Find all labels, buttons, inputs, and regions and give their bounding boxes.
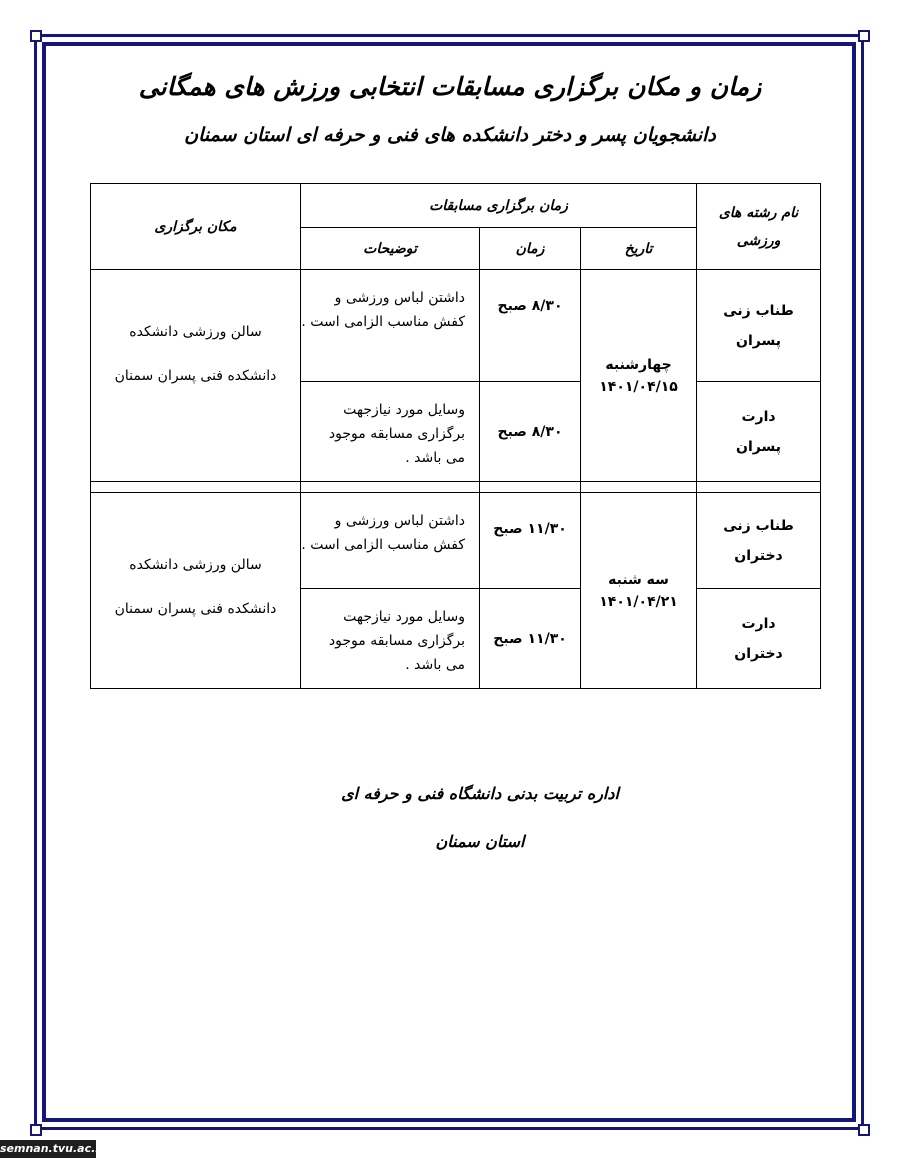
page-subtitle: دانشجویان پسر و دختر دانشکده های فنی و حرفه ای استان سمنان (184, 124, 716, 146)
header-place: مکان برگزاری (91, 184, 301, 270)
sport-cell: طناب زنی پسران (697, 270, 821, 382)
notes-cell: داشتن لباس ورزشی و کفش مناسب الزامی است . (301, 493, 480, 589)
time-cell: ۸/۳۰ صبح (480, 270, 581, 382)
table-row (91, 493, 821, 589)
corner-ornament-bottom-left (30, 1124, 42, 1136)
header-notes: توضیحات (301, 228, 480, 270)
time-cell: ۱۱/۳۰ صبح (480, 493, 581, 589)
header-date: تاریخ (581, 228, 697, 270)
sport-cell: دارت دختران (697, 589, 821, 689)
site-url-label[interactable]: semnan.tvu.ac.ir (0, 1140, 96, 1158)
notes-cell: داشتن لباس ورزشی و کفش مناسب الزامی است . (301, 270, 480, 382)
notes-cell: وسایل مورد نیازجهت برگزاری مسابقه موجود می باشد . (301, 382, 480, 482)
time-cell: ۸/۳۰ صبح (480, 382, 581, 482)
corner-ornament-top-right (858, 30, 870, 42)
place-cell: سالن ورزشی دانشکده دانشکده فنی پسران سمنان (91, 270, 301, 482)
notes-cell: وسایل مورد نیازجهت برگزاری مسابقه موجود می باشد . (301, 589, 480, 689)
footer-office: اداره تربیت بدنی دانشگاه فنی و حرفه ای (341, 784, 619, 803)
sport-cell: طناب زنی دختران (697, 493, 821, 589)
header-sport: نام رشته های ورزشی (697, 184, 821, 270)
page-title: زمان و مکان برگزاری مسابقات انتخابی ورزش های همگانی (138, 72, 762, 101)
sport-cell: دارت پسران (697, 382, 821, 482)
place-cell: سالن ورزشی دانشکده دانشکده فنی پسران سمنان (91, 493, 301, 689)
group-separator (91, 482, 821, 493)
schedule-table (90, 183, 821, 689)
footer-province: استان سمنان (435, 832, 525, 851)
date-cell: سه شنبه ۱۴۰۱/۰۴/۲۱ (581, 493, 697, 689)
header-time: زمان (480, 228, 581, 270)
time-cell: ۱۱/۳۰ صبح (480, 589, 581, 689)
date-cell: چهارشنبه ۱۴۰۱/۰۴/۱۵ (581, 270, 697, 482)
header-schedule: زمان برگزاری مسابقات (301, 184, 697, 228)
table-row (91, 270, 821, 382)
corner-ornament-bottom-right (858, 1124, 870, 1136)
corner-ornament-top-left (30, 30, 42, 42)
